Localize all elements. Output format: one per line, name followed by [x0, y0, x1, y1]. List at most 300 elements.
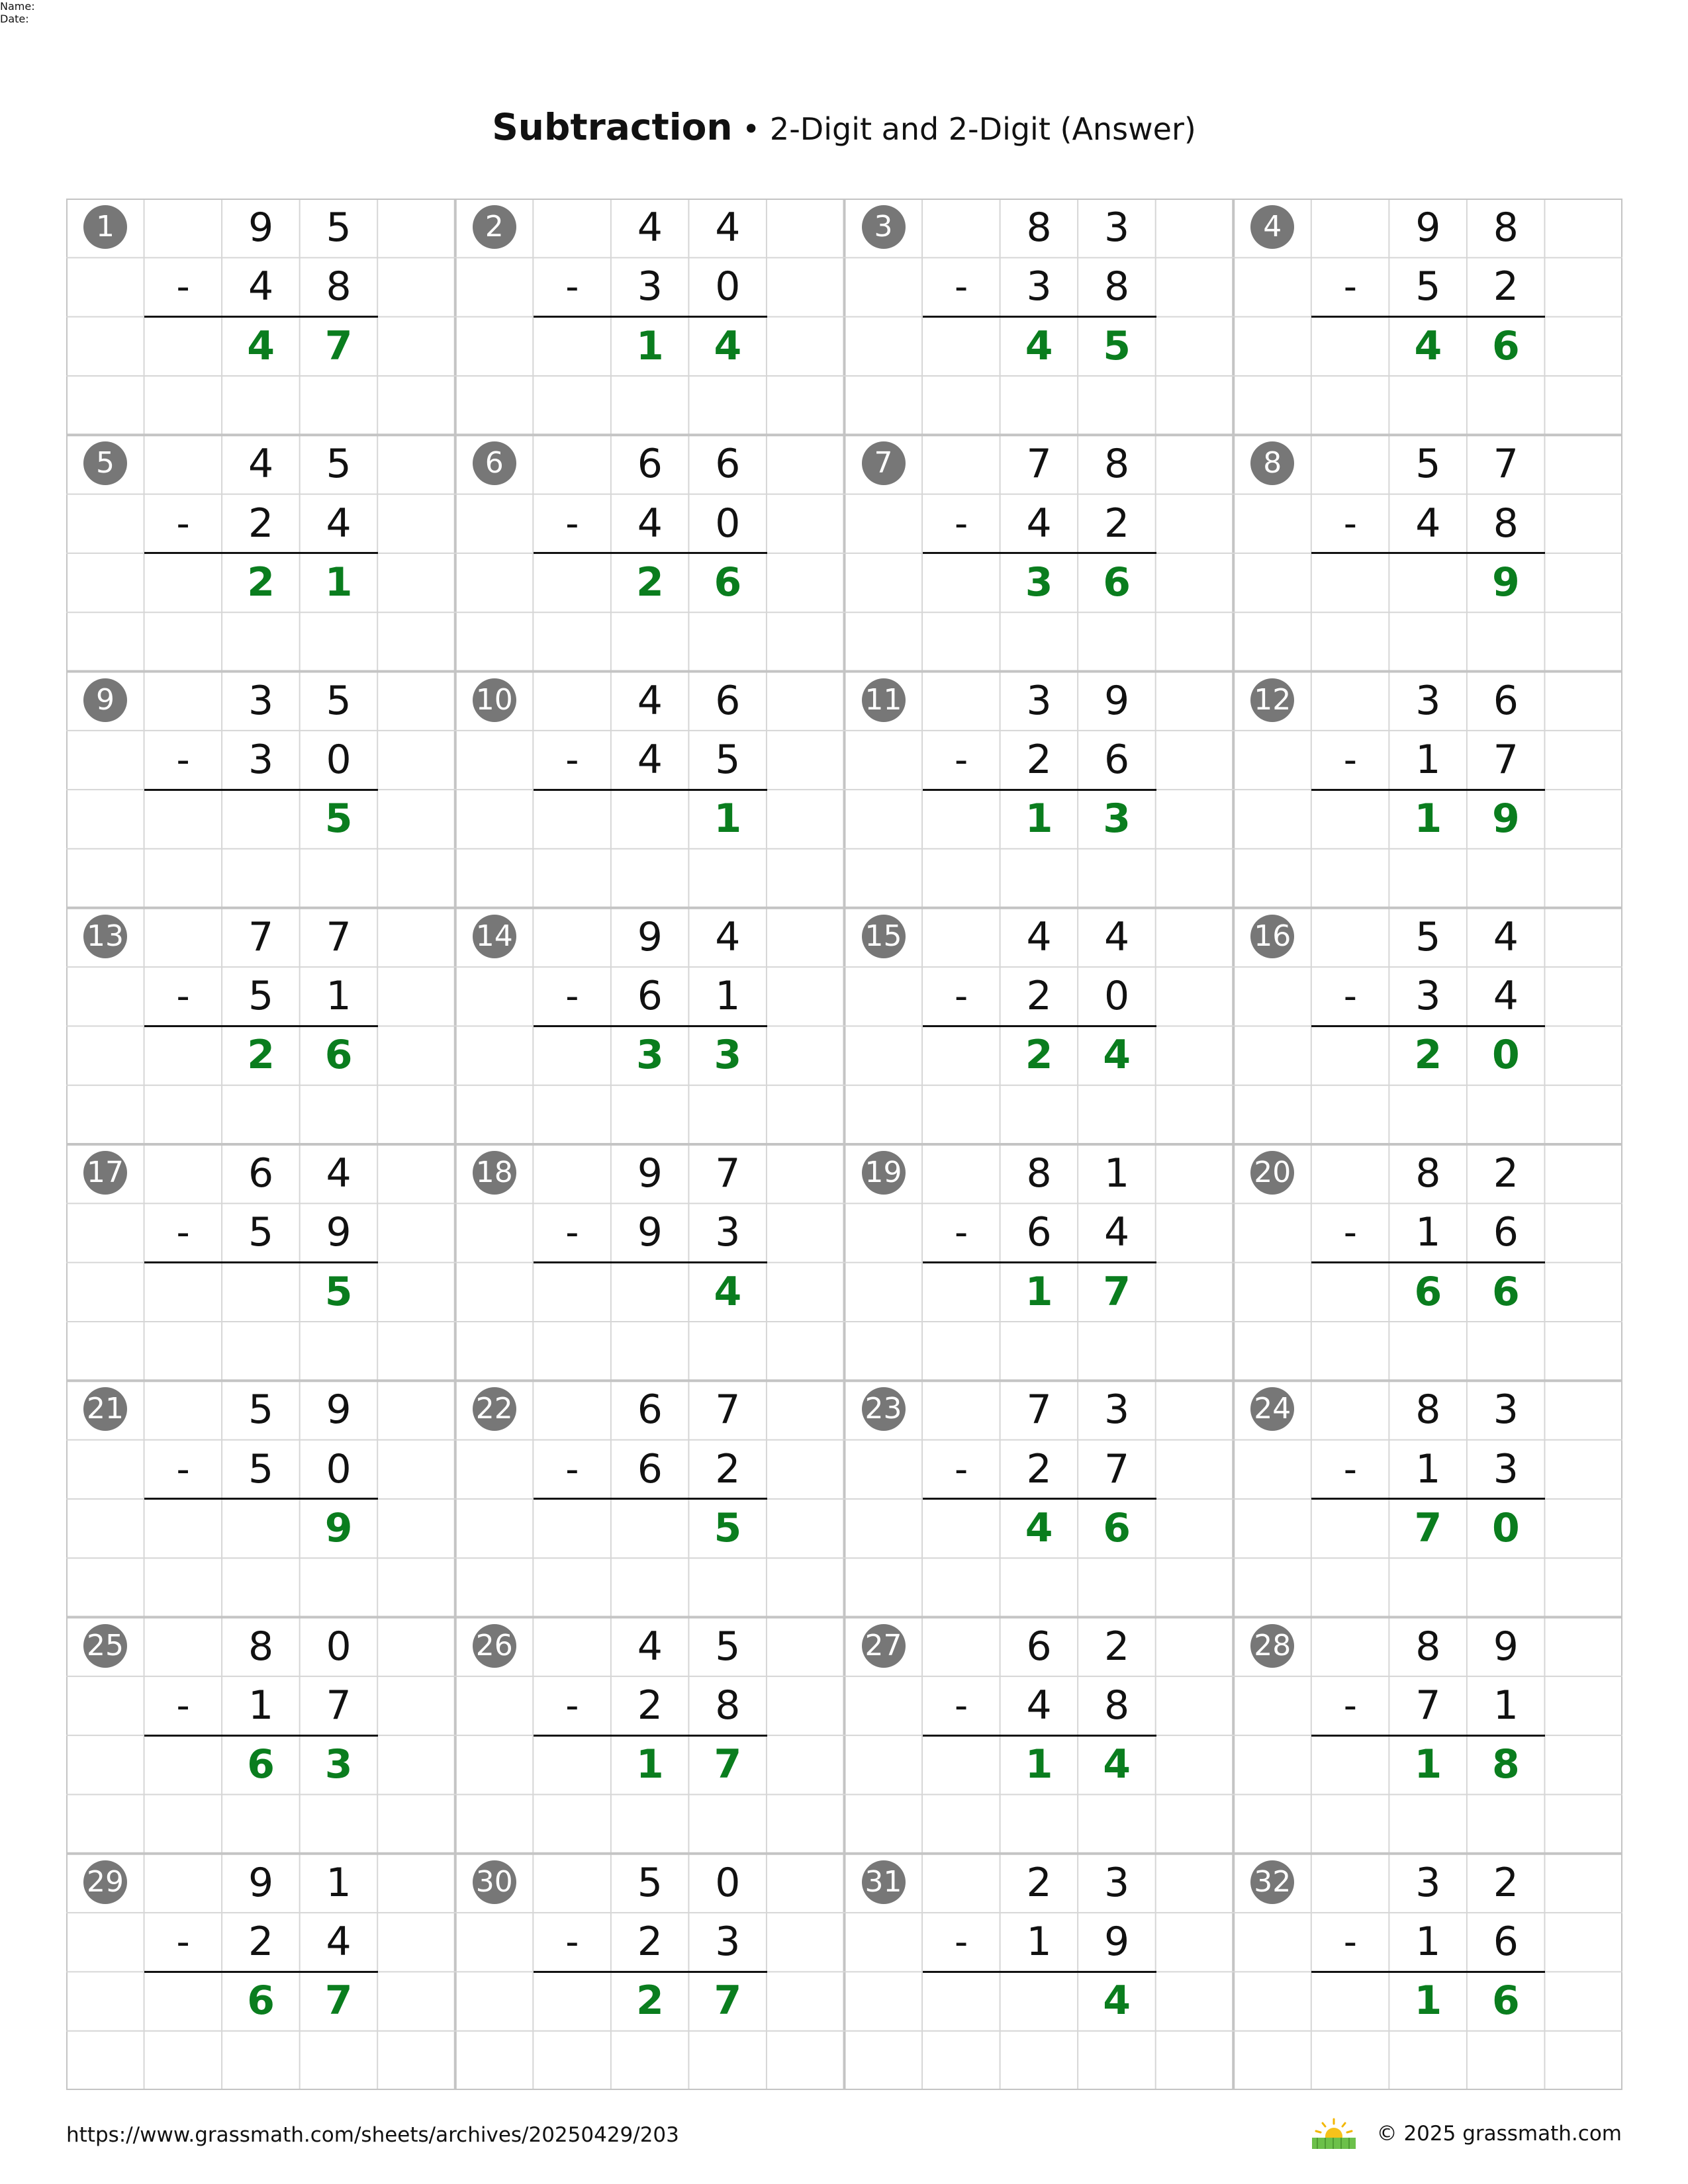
subtrahend-digit: 2: [1104, 500, 1130, 547]
problem-item: [845, 1381, 1234, 1617]
answer-digit: 7: [1414, 1504, 1442, 1551]
minus-sign: -: [565, 1684, 579, 1727]
problem-item: [66, 672, 455, 908]
problem-number-badge: 23: [862, 1387, 906, 1431]
answer-digit: 1: [714, 796, 742, 842]
problem-number-badge: 12: [1250, 678, 1294, 722]
problem-item: [455, 1617, 845, 1854]
answer-digit: 3: [714, 1032, 742, 1079]
minus-sign: -: [176, 1211, 190, 1255]
problem-item: [455, 672, 845, 908]
answer-digit: 4: [1025, 1504, 1053, 1551]
minuend-digit: 0: [715, 1859, 741, 1906]
problem-number-badge: 29: [83, 1860, 127, 1904]
minus-sign: -: [1343, 1447, 1357, 1491]
minuend-digit: 5: [326, 677, 352, 724]
subtrahend-digit: 8: [1104, 263, 1130, 310]
answer-digit: 5: [324, 796, 353, 842]
answer-digit: 7: [324, 322, 353, 369]
problem-number-badge: 11: [862, 678, 906, 722]
minus-sign: -: [565, 738, 579, 782]
problem-item: [66, 1381, 455, 1617]
answer-rule: [923, 789, 1156, 791]
answer-digit: 7: [324, 1978, 353, 2025]
answer-rule: [923, 1025, 1156, 1027]
subtrahend-digit: 7: [1104, 1445, 1130, 1492]
minuend-digit: 7: [715, 1150, 741, 1197]
minuend-digit: 3: [1104, 1387, 1130, 1433]
answer-digit: 2: [1414, 1032, 1442, 1079]
minuend-digit: 0: [326, 1623, 352, 1670]
problem-number-badge: 9: [83, 678, 127, 722]
minus-sign: -: [176, 1921, 190, 1964]
minus-sign: -: [954, 1447, 968, 1491]
answer-digit: 4: [1103, 1978, 1131, 2025]
problem-item: [66, 1617, 455, 1854]
minuend-digit: 4: [715, 913, 741, 960]
minus-sign: -: [176, 1684, 190, 1727]
answer-rule: [144, 552, 378, 554]
minuend-digit: 4: [248, 441, 274, 488]
answer-digit: 6: [714, 559, 742, 606]
problem-item: [1233, 1617, 1622, 1854]
subtrahend-digit: 1: [326, 973, 352, 1020]
problem-item: [1233, 1144, 1622, 1381]
subtrahend-digit: 6: [637, 1445, 663, 1492]
answer-digit: 6: [1103, 559, 1131, 606]
subtrahend-digit: 3: [637, 263, 663, 310]
problem-item: [845, 435, 1234, 671]
subtrahend-digit: 1: [715, 973, 741, 1020]
answer-digit: 4: [714, 322, 742, 369]
minuend-digit: 7: [326, 913, 352, 960]
answer-digit: 2: [247, 1032, 275, 1079]
minuend-digit: 5: [326, 441, 352, 488]
subtrahend-digit: 8: [326, 263, 352, 310]
problem-number-badge: 13: [83, 915, 127, 958]
subtrahend-digit: 3: [715, 1209, 741, 1256]
answer-rule: [144, 1971, 378, 1973]
answer-rule: [1311, 789, 1545, 791]
problem-item: [845, 1144, 1234, 1381]
title-subtitle: • 2-Digit and 2-Digit (Answer): [732, 111, 1196, 147]
minus-sign: -: [565, 975, 579, 1019]
minuend-digit: 2: [1493, 1150, 1519, 1197]
minuend-digit: 4: [326, 1150, 352, 1197]
problem-number-badge: 21: [83, 1387, 127, 1431]
subtrahend-digit: 1: [1415, 1919, 1441, 1966]
answer-digit: 1: [1025, 796, 1053, 842]
answer-digit: 6: [247, 1978, 275, 2025]
problem-item: [1233, 199, 1622, 435]
problem-item: [66, 435, 455, 671]
answer-digit: 0: [1492, 1032, 1520, 1079]
minus-sign: -: [176, 738, 190, 782]
answer-rule: [1311, 1971, 1545, 1973]
subtrahend-digit: 7: [1415, 1682, 1441, 1729]
minuend-digit: 8: [1415, 1623, 1441, 1670]
subtrahend-digit: 4: [637, 500, 663, 547]
minuend-digit: 4: [637, 1623, 663, 1670]
subtrahend-digit: 4: [248, 263, 274, 310]
answer-digit: [611, 1499, 689, 1558]
minuend-digit: 4: [1493, 913, 1519, 960]
minuend-digit: 4: [715, 205, 741, 251]
minuend-digit: 8: [1026, 205, 1052, 251]
problem-item: [455, 1381, 845, 1617]
answer-digit: 4: [1103, 1032, 1131, 1079]
answer-rule: [923, 1971, 1156, 1973]
minuend-digit: 5: [248, 1387, 274, 1433]
minuend-digit: 4: [1026, 913, 1052, 960]
subtrahend-digit: 1: [248, 1682, 274, 1729]
problem-number-badge: 2: [473, 205, 516, 249]
subtrahend-digit: 8: [1493, 500, 1519, 547]
answer-digit: 1: [1414, 796, 1442, 842]
answer-digit: 3: [324, 1741, 353, 1788]
subtrahend-digit: 1: [1415, 1445, 1441, 1492]
problem-number-badge: 5: [83, 441, 127, 485]
problem-number-badge: 7: [862, 441, 906, 485]
subtrahend-digit: 4: [1415, 500, 1441, 547]
answer-digit: 7: [1103, 1268, 1131, 1315]
answer-rule: [144, 1735, 378, 1737]
answer-digit: [1389, 553, 1467, 612]
problem-sheet: [66, 199, 1622, 2090]
minus-sign: -: [1343, 1921, 1357, 1964]
minus-sign: -: [954, 1684, 968, 1727]
problem-item: [66, 199, 455, 435]
answer-digit: 4: [714, 1268, 742, 1315]
answer-rule: [1311, 316, 1545, 318]
problem-number-badge: 20: [1250, 1151, 1294, 1195]
subtrahend-digit: 3: [1415, 973, 1441, 1020]
answer-digit: 6: [1492, 1978, 1520, 2025]
answer-digit: 3: [635, 1032, 664, 1079]
subtrahend-digit: 9: [637, 1209, 663, 1256]
minuend-digit: 9: [1415, 205, 1441, 251]
answer-digit: [611, 1263, 689, 1322]
answer-rule: [1311, 1025, 1545, 1027]
subtrahend-digit: 6: [1493, 1919, 1519, 1966]
minuend-digit: 9: [1493, 1623, 1519, 1670]
problem-number-badge: 17: [83, 1151, 127, 1195]
subtrahend-digit: 4: [1026, 1682, 1052, 1729]
answer-digit: 6: [1492, 1268, 1520, 1315]
subtrahend-digit: 2: [637, 1682, 663, 1729]
problem-number-badge: 6: [473, 441, 516, 485]
minuend-digit: 7: [1493, 441, 1519, 488]
subtrahend-digit: 2: [715, 1445, 741, 1492]
subtrahend-digit: 1: [1415, 1209, 1441, 1256]
minuend-digit: 3: [1026, 677, 1052, 724]
subtrahend-digit: 2: [637, 1919, 663, 1966]
minus-sign: -: [176, 975, 190, 1019]
minus-sign: -: [565, 265, 579, 309]
minus-sign: -: [954, 975, 968, 1019]
minuend-digit: 3: [1104, 1859, 1130, 1906]
problem-item: [66, 908, 455, 1144]
problem-item: [1233, 672, 1622, 908]
answer-rule: [144, 1261, 378, 1263]
answer-digit: 4: [247, 322, 275, 369]
answer-digit: 1: [1414, 1978, 1442, 2025]
footer-copyright: © 2025 grassmath.com: [1376, 2122, 1622, 2146]
minuend-digit: 9: [637, 913, 663, 960]
minuend-digit: 1: [326, 1859, 352, 1906]
answer-digit: 1: [635, 1741, 664, 1788]
minuend-digit: 8: [1493, 205, 1519, 251]
subtrahend-digit: 4: [326, 500, 352, 547]
answer-digit: 1: [1025, 1268, 1053, 1315]
answer-rule: [534, 789, 767, 791]
minuend-digit: 3: [1415, 1859, 1441, 1906]
answer-digit: 1: [1414, 1741, 1442, 1788]
answer-rule: [534, 1735, 767, 1737]
subtrahend-digit: 0: [326, 1445, 352, 1492]
answer-digit: 9: [1492, 559, 1520, 606]
problem-number-badge: 31: [862, 1860, 906, 1904]
minuend-digit: 6: [637, 1387, 663, 1433]
answer-rule: [144, 1025, 378, 1027]
problem-item: [66, 1854, 455, 2090]
answer-digit: 3: [1025, 559, 1053, 606]
subtrahend-digit: 1: [1493, 1682, 1519, 1729]
problem-number-badge: 15: [862, 915, 906, 958]
answer-digit: 2: [247, 559, 275, 606]
answer-digit: 1: [1025, 1741, 1053, 1788]
answer-digit: 9: [1492, 796, 1520, 842]
minuend-digit: 7: [248, 913, 274, 960]
minus-sign: -: [954, 502, 968, 545]
minuend-digit: 9: [637, 1150, 663, 1197]
problem-item: [455, 1144, 845, 1381]
subtrahend-digit: 8: [1104, 1682, 1130, 1729]
problem-item: [1233, 908, 1622, 1144]
minus-sign: -: [954, 738, 968, 782]
problem-number-badge: 25: [83, 1624, 127, 1668]
subtrahend-digit: 1: [1415, 736, 1441, 783]
minuend-digit: 8: [1415, 1387, 1441, 1433]
answer-rule: [534, 1261, 767, 1263]
answer-digit: 5: [1103, 322, 1131, 369]
minus-sign: -: [565, 1211, 579, 1255]
problem-number-badge: 18: [473, 1151, 516, 1195]
answer-rule: [923, 316, 1156, 318]
minuend-digit: 4: [1104, 913, 1130, 960]
problem-number-badge: 14: [473, 915, 516, 958]
problem-item: [845, 908, 1234, 1144]
answer-digit: 7: [714, 1741, 742, 1788]
subtrahend-digit: 2: [1026, 1445, 1052, 1492]
minuend-digit: 3: [1104, 205, 1130, 251]
problem-item: [845, 1854, 1234, 2090]
subtrahend-digit: 6: [1026, 1209, 1052, 1256]
subtrahend-digit: 4: [1104, 1209, 1130, 1256]
answer-rule: [144, 789, 378, 791]
subtrahend-digit: 8: [715, 1682, 741, 1729]
name-field[interactable]: [0, 0, 750, 13]
minuend-digit: 8: [1104, 441, 1130, 488]
subtrahend-digit: 6: [1493, 1209, 1519, 1256]
answer-digit: 6: [1103, 1504, 1131, 1551]
problem-number-badge: 32: [1250, 1860, 1294, 1904]
minus-sign: -: [1343, 502, 1357, 545]
subtrahend-digit: 5: [715, 736, 741, 783]
answer-digit: [222, 1263, 300, 1322]
answer-digit: 8: [1492, 1741, 1520, 1788]
subtrahend-digit: 2: [248, 1919, 274, 1966]
minus-sign: -: [176, 502, 190, 545]
subtrahend-digit: 3: [248, 736, 274, 783]
minus-sign: -: [176, 265, 190, 309]
answer-digit: 6: [324, 1032, 353, 1079]
answer-digit: 4: [1103, 1741, 1131, 1788]
problem-item: [455, 435, 845, 671]
problem-item: [1233, 1381, 1622, 1617]
minuend-digit: 6: [715, 677, 741, 724]
subtrahend-digit: 9: [326, 1209, 352, 1256]
problem-number-badge: 30: [473, 1860, 516, 1904]
answer-digit: 4: [1414, 322, 1442, 369]
minus-sign: -: [1343, 265, 1357, 309]
problem-number-badge: 10: [473, 678, 516, 722]
subtrahend-digit: 3: [1493, 1445, 1519, 1492]
problem-item: [1233, 1854, 1622, 2090]
subtrahend-digit: 3: [715, 1919, 741, 1966]
worksheet-title: [0, 106, 1688, 148]
minuend-digit: 3: [1493, 1387, 1519, 1433]
problem-number-badge: 4: [1250, 205, 1294, 249]
problem-number-badge: 28: [1250, 1624, 1294, 1668]
minus-sign: -: [954, 1921, 968, 1964]
minus-sign: -: [954, 265, 968, 309]
problem-number-badge: 27: [862, 1624, 906, 1668]
problem-number-badge: 1: [83, 205, 127, 249]
problem-number-badge: 8: [1250, 441, 1294, 485]
subtrahend-digit: 7: [1493, 736, 1519, 783]
minuend-digit: 9: [248, 205, 274, 251]
subtrahend-digit: 5: [248, 1209, 274, 1256]
answer-digit: 7: [714, 1978, 742, 2025]
minuend-digit: 5: [326, 205, 352, 251]
answer-digit: 0: [1492, 1504, 1520, 1551]
answer-digit: 2: [635, 559, 664, 606]
answer-digit: 1: [324, 559, 353, 606]
answer-digit: 4: [1025, 322, 1053, 369]
minuend-digit: 9: [326, 1387, 352, 1433]
minus-sign: -: [1343, 738, 1357, 782]
problem-item: [66, 1144, 455, 1381]
minuend-digit: 7: [715, 1387, 741, 1433]
answer-rule: [144, 316, 378, 318]
subtrahend-digit: 4: [1493, 973, 1519, 1020]
minuend-digit: 8: [248, 1623, 274, 1670]
minuend-digit: 2: [1104, 1623, 1130, 1670]
answer-rule: [534, 1498, 767, 1500]
minuend-digit: 7: [1026, 441, 1052, 488]
subtrahend-digit: 0: [715, 500, 741, 547]
subtrahend-digit: 6: [637, 973, 663, 1020]
minuend-digit: 8: [1415, 1150, 1441, 1197]
minuend-digit: 8: [1026, 1150, 1052, 1197]
answer-digit: 6: [1492, 322, 1520, 369]
subtrahend-digit: 5: [1415, 263, 1441, 310]
answer-rule: [1311, 552, 1545, 554]
answer-rule: [534, 1025, 767, 1027]
problem-number-badge: 22: [473, 1387, 516, 1431]
minuend-digit: 5: [715, 1623, 741, 1670]
minuend-digit: 4: [637, 205, 663, 251]
answer-digit: 5: [714, 1504, 742, 1551]
minuend-digit: 6: [715, 441, 741, 488]
subtrahend-digit: 2: [1026, 736, 1052, 783]
footer-brand: [1311, 2118, 1622, 2150]
subtrahend-digit: 2: [1026, 973, 1052, 1020]
subtrahend-digit: 2: [248, 500, 274, 547]
answer-digit: 5: [324, 1268, 353, 1315]
answer-rule: [923, 1261, 1156, 1263]
minus-sign: -: [565, 502, 579, 545]
minuend-digit: 2: [1493, 1859, 1519, 1906]
minus-sign: -: [565, 1921, 579, 1964]
subtrahend-digit: 5: [248, 973, 274, 1020]
minuend-digit: 7: [1026, 1387, 1052, 1433]
answer-rule: [1311, 1261, 1545, 1263]
subtrahend-digit: 0: [715, 263, 741, 310]
minus-sign: -: [1343, 1684, 1357, 1727]
answer-rule: [534, 316, 767, 318]
problem-number-badge: 19: [862, 1151, 906, 1195]
problem-number-badge: 3: [862, 205, 906, 249]
answer-rule: [534, 1971, 767, 1973]
minuend-digit: 2: [1026, 1859, 1052, 1906]
answer-rule: [923, 1735, 1156, 1737]
minus-sign: -: [1343, 1211, 1357, 1255]
answer-rule: [534, 552, 767, 554]
minuend-digit: 3: [248, 677, 274, 724]
answer-digit: 3: [1103, 796, 1131, 842]
answer-rule: [923, 552, 1156, 554]
answer-digit: 2: [635, 1978, 664, 2025]
subtrahend-digit: 4: [326, 1919, 352, 1966]
answer-rule: [923, 1498, 1156, 1500]
subtrahend-digit: 6: [1104, 736, 1130, 783]
problem-item: [845, 199, 1234, 435]
minuend-digit: 1: [1104, 1150, 1130, 1197]
answer-digit: [1000, 1972, 1078, 2030]
problem-item: [1233, 435, 1622, 671]
answer-digit: 6: [1414, 1268, 1442, 1315]
subtrahend-digit: 2: [1493, 263, 1519, 310]
minuend-digit: 6: [248, 1150, 274, 1197]
minus-sign: -: [565, 1447, 579, 1491]
date-field[interactable]: [0, 13, 750, 25]
answer-digit: [222, 1499, 300, 1558]
minuend-digit: 6: [637, 441, 663, 488]
problem-number-badge: 26: [473, 1624, 516, 1668]
answer-digit: [222, 790, 300, 848]
minuend-digit: 6: [1493, 677, 1519, 724]
subtrahend-digit: 0: [326, 736, 352, 783]
answer-digit: 9: [324, 1504, 353, 1551]
minuend-digit: 3: [1415, 677, 1441, 724]
subtrahend-digit: 4: [1026, 500, 1052, 547]
minus-sign: -: [1343, 975, 1357, 1019]
minus-sign: -: [176, 1447, 190, 1491]
problem-number-badge: 24: [1250, 1387, 1294, 1431]
minuend-digit: 5: [1415, 441, 1441, 488]
